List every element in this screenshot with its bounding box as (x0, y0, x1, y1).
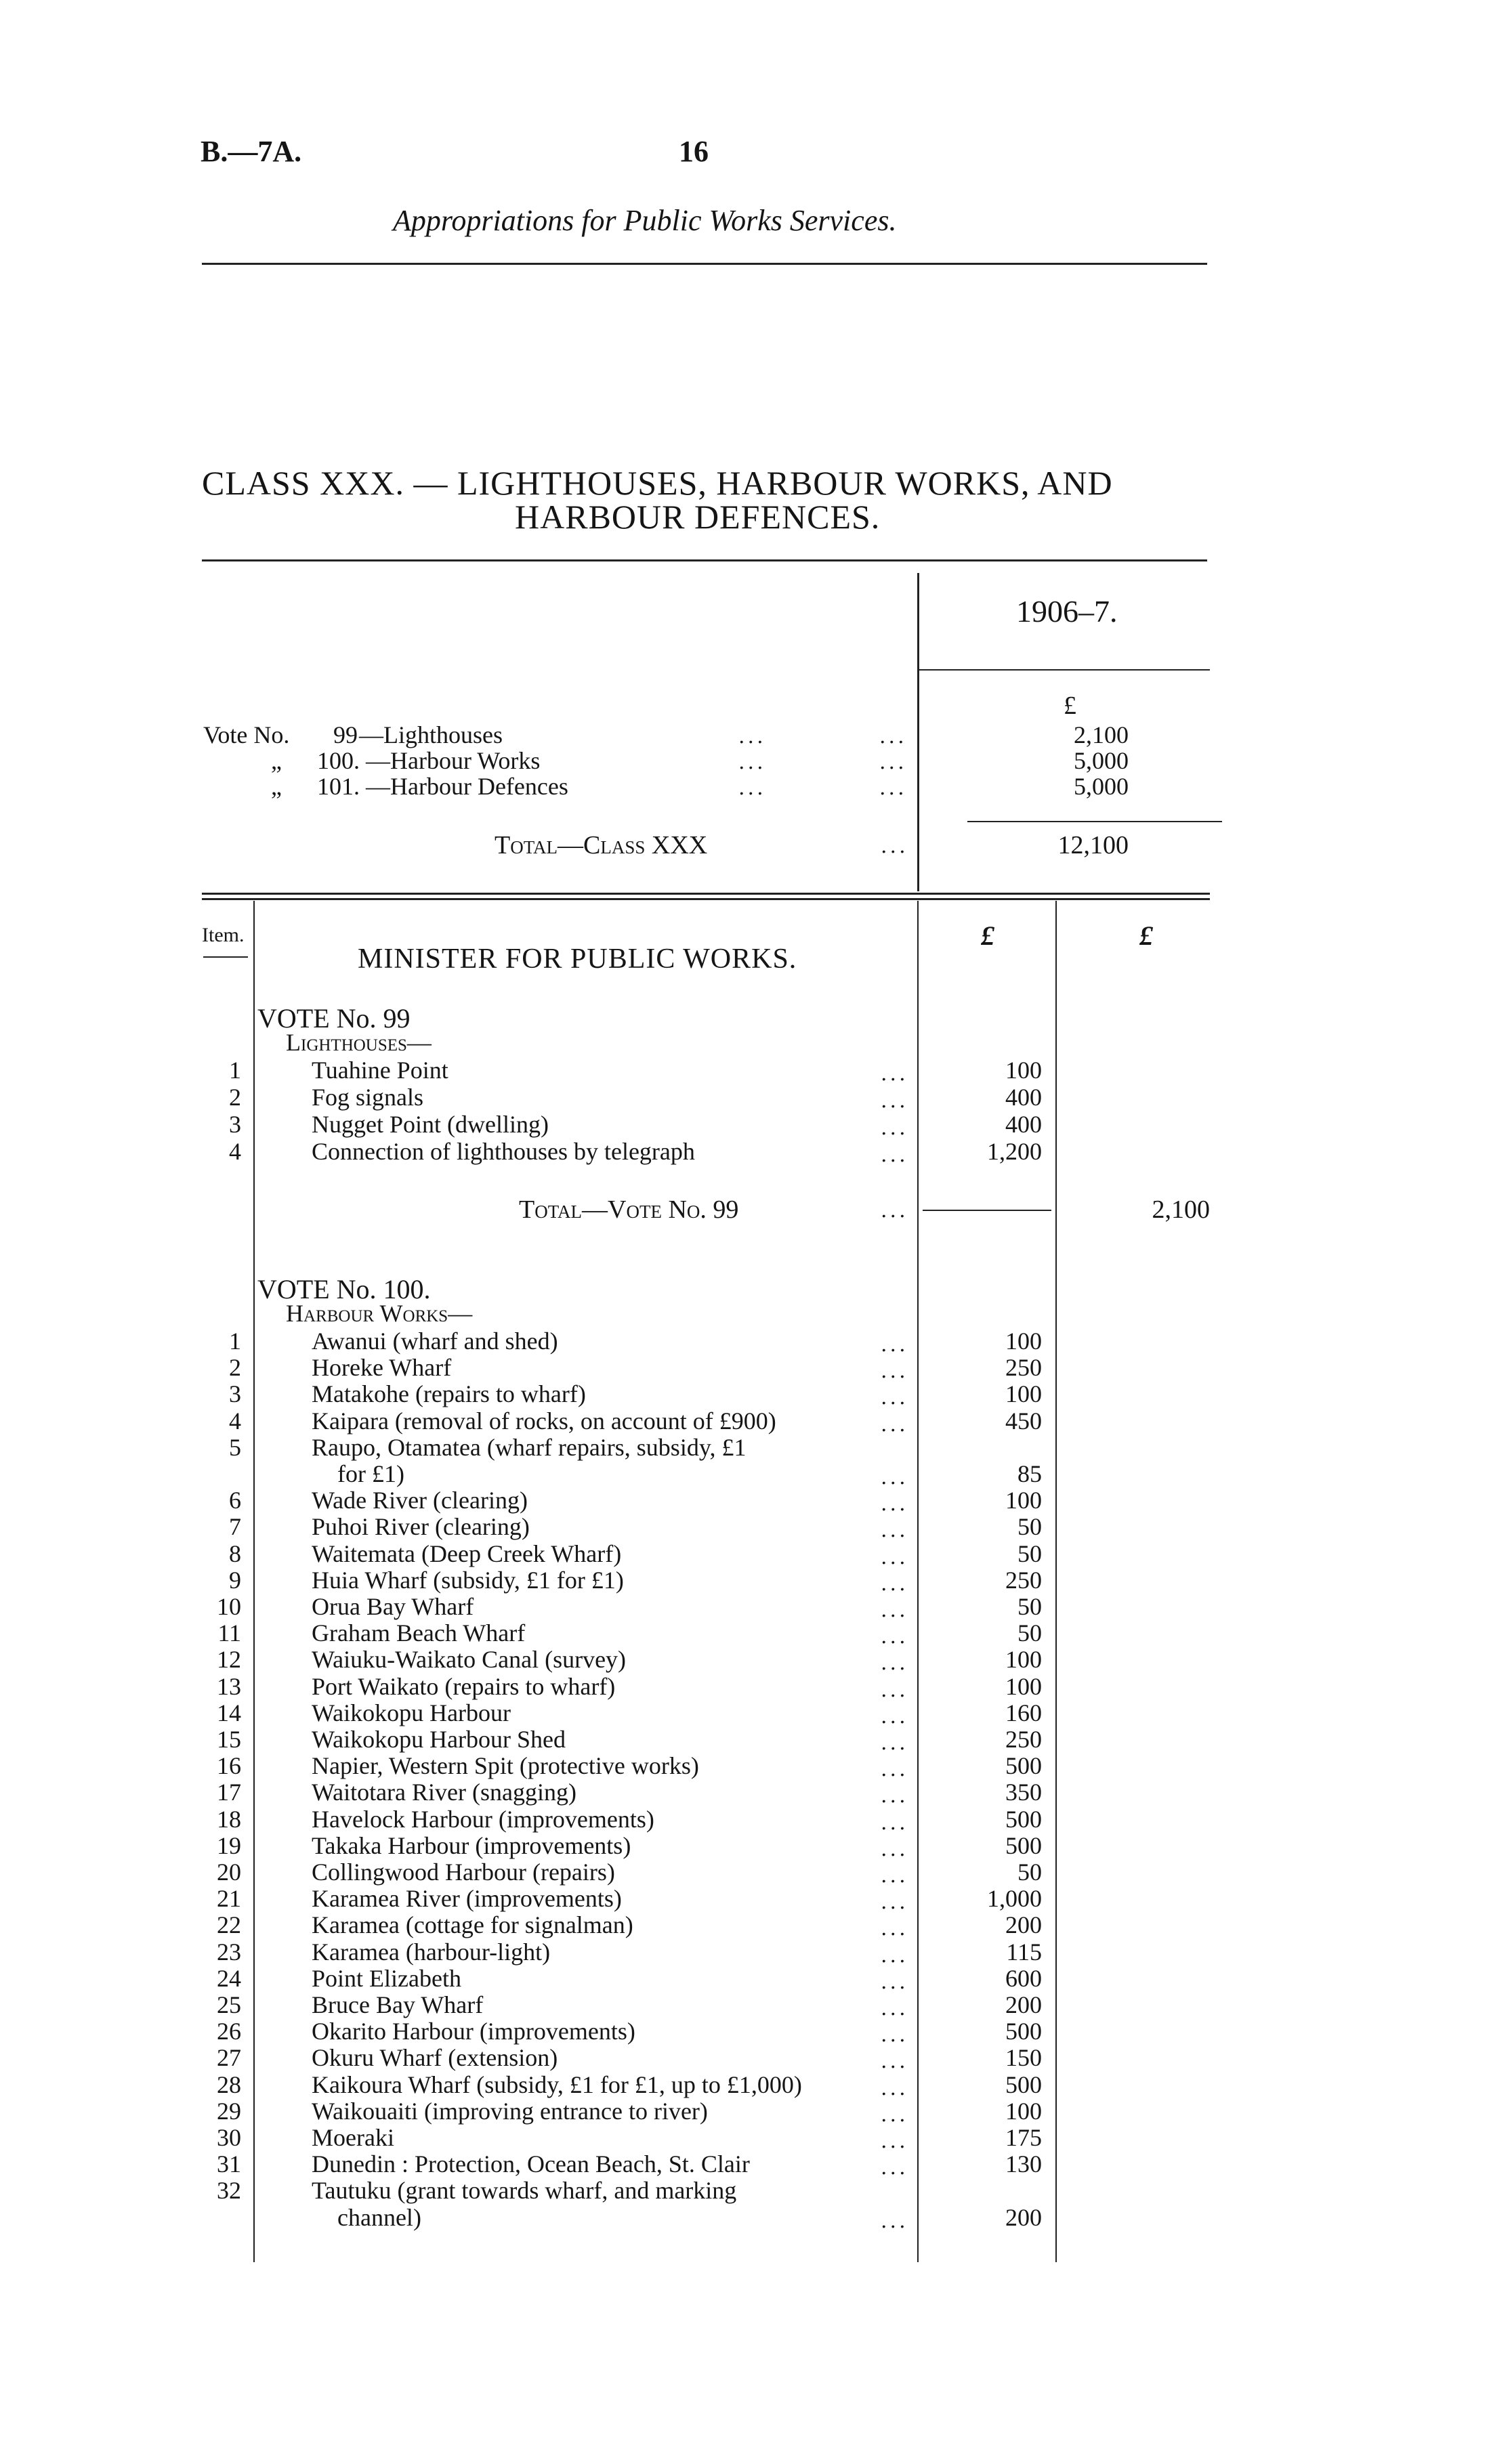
item-number: 15 (217, 1726, 241, 1753)
item-description: Point Elizabeth (312, 1964, 461, 1992)
item-amount: 1,000 (987, 1885, 1042, 1913)
vote100-subheading: Harbour Works— (286, 1300, 473, 1327)
item-description: Okarito Harbour (improvements) (312, 2018, 635, 2045)
item-amount: 130 (1005, 2150, 1042, 2178)
item-leader: ... (881, 1890, 908, 1915)
item-description: Karamea (harbour-light) (312, 1938, 551, 1966)
item-leader: ... (881, 1997, 908, 2020)
class-title-line2: HARBOUR DEFENCES. (515, 498, 881, 536)
item-leader: ... (881, 1598, 908, 1622)
item-leader: ... (881, 1864, 908, 1888)
item-leader: ... (881, 1758, 908, 1782)
item-amount: 200 (1005, 1911, 1042, 1939)
summary-vote-leader: ... (738, 725, 766, 748)
item-description: Dunedin : Protection, Ocean Beach, St. Clair (312, 2150, 750, 2178)
vote99-sum-rule (923, 1210, 1051, 1211)
vote99-total-leader: ... (881, 1199, 908, 1223)
item-leader: ... (881, 1492, 908, 1516)
item-amount: 500 (1005, 1805, 1042, 1833)
item-description: Graham Beach Wharf (312, 1619, 526, 1647)
item-leader: ... (881, 1784, 908, 1808)
item-amount: 600 (1005, 1964, 1042, 1992)
summary-column-divider (917, 573, 919, 891)
item-number: 1 (229, 1327, 241, 1355)
summary-vote-name: —Lighthouses (359, 721, 503, 748)
item-leader: ... (881, 1625, 908, 1649)
description-column-divider (917, 901, 919, 2262)
document-reference: B.—7A. (201, 135, 302, 168)
summary-vote-name: —Harbour Works (366, 747, 541, 774)
item-amount: 85 (1017, 1460, 1042, 1487)
item-amount: 50 (1017, 1513, 1042, 1541)
summary-vote-number: 101. (317, 773, 360, 800)
item-description: Waitotara River (snagging) (312, 1779, 576, 1806)
summary-top-rule (202, 559, 1207, 561)
summary-vote-amount: 5,000 (1074, 773, 1129, 800)
vote99-subheading: Lighthouses— (286, 1029, 432, 1056)
item-description: Connection of lighthouses by telegraph (312, 1138, 695, 1165)
item-number: 24 (217, 1964, 241, 1992)
item-leader: ... (881, 1333, 908, 1357)
item-leader: ... (881, 2049, 908, 2074)
item-amount: 500 (1005, 1752, 1042, 1780)
item-number: 11 (217, 1619, 241, 1647)
page-number: 16 (679, 135, 709, 168)
minister-heading: MINISTER FOR PUBLIC WORKS. (358, 943, 797, 975)
item-leader: ... (881, 1386, 908, 1410)
summary-vote-leader: ... (879, 750, 907, 774)
item-description-continued: channel) (337, 2203, 421, 2231)
summary-year-heading: 1906–7. (1016, 594, 1118, 629)
item-description: Napier, Western Spit (protective works) (312, 1752, 699, 1780)
summary-vote-leader: ... (879, 776, 907, 800)
item-column-header: Item. (202, 924, 245, 946)
summary-vote-number: 100. (317, 747, 360, 774)
item-description: Karamea (cottage for signalman) (312, 1911, 633, 1939)
item-leader: ... (881, 1970, 908, 1994)
item-leader: ... (881, 1116, 908, 1140)
summary-vote-amount: 5,000 (1074, 747, 1129, 774)
amount-column-divider (1055, 901, 1057, 2262)
item-description: Kaikoura Wharf (subsidy, £1 for £1, up to £1,000) (312, 2070, 802, 2098)
item-leader: ... (881, 2209, 908, 2233)
item-number: 2 (229, 1084, 241, 1111)
summary-total-leader: ... (881, 834, 908, 858)
item-amount: 100 (1005, 1057, 1042, 1084)
item-description: Puhoi River (clearing) (312, 1513, 530, 1541)
item-amount: 160 (1005, 1699, 1042, 1726)
amount-column-currency: £ (981, 920, 994, 951)
summary-bottom-rule-2 (202, 898, 1210, 900)
item-amount: 250 (1005, 1726, 1042, 1753)
summary-total-amount: 12,100 (1057, 831, 1129, 859)
item-amount: 50 (1017, 1539, 1042, 1567)
summary-currency: £ (1064, 692, 1076, 720)
item-number: 5 (229, 1433, 241, 1461)
item-header-rule (203, 956, 248, 958)
item-number: 16 (217, 1752, 241, 1780)
page-subtitle: Appropriations for Public Works Services. (393, 204, 897, 237)
item-amount: 150 (1005, 2044, 1042, 2072)
item-description: Karamea River (improvements) (312, 1885, 622, 1913)
vote99-total-label: Total—Vote No. 99 (519, 1195, 739, 1224)
item-description: Waiuku-Waikato Canal (survey) (312, 1646, 627, 1674)
item-leader: ... (881, 2129, 908, 2153)
item-amount: 100 (1005, 1672, 1042, 1700)
item-description: Horeke Wharf (312, 1354, 452, 1382)
item-number: 12 (217, 1646, 241, 1674)
item-leader: ... (881, 1571, 908, 1596)
item-description: Okuru Wharf (extension) (312, 2044, 558, 2072)
item-leader: ... (881, 1917, 908, 1941)
summary-bottom-rule (202, 893, 1210, 895)
item-number: 19 (217, 1831, 241, 1859)
item-description: Waikokopu Harbour (312, 1699, 511, 1726)
item-number: 3 (229, 1380, 241, 1408)
item-description: Awanui (wharf and shed) (312, 1327, 558, 1355)
item-number: 18 (217, 1805, 241, 1833)
item-number: 20 (217, 1858, 241, 1886)
summary-vote-leader: ... (738, 750, 766, 774)
item-leader: ... (881, 1518, 908, 1543)
summary-vote-label: „ (271, 773, 282, 800)
item-number: 4 (229, 1138, 241, 1165)
item-number: 25 (217, 1991, 241, 2018)
item-leader: ... (881, 1837, 908, 1861)
item-description: Waikokopu Harbour Shed (312, 1726, 566, 1753)
item-amount: 250 (1005, 1354, 1042, 1382)
summary-vote-amount: 2,100 (1074, 721, 1129, 748)
item-description: Collingwood Harbour (repairs) (312, 1858, 615, 1886)
item-number: 1 (229, 1057, 241, 1084)
item-amount: 500 (1005, 1831, 1042, 1859)
item-number: 23 (217, 1938, 241, 1966)
item-leader: ... (881, 1466, 908, 1489)
item-leader: ... (881, 2102, 908, 2127)
item-description: Takaka Harbour (improvements) (312, 1831, 631, 1859)
item-amount: 500 (1005, 2070, 1042, 2098)
item-number: 27 (217, 2044, 241, 2072)
item-amount: 115 (1006, 1938, 1042, 1966)
item-amount: 175 (1005, 2124, 1042, 2151)
item-amount: 100 (1005, 1487, 1042, 1514)
item-description: Moeraki (312, 2124, 394, 2151)
item-description: Bruce Bay Wharf (312, 1991, 484, 2018)
summary-vote-number: 99 (333, 721, 358, 748)
item-number: 14 (217, 1699, 241, 1726)
item-leader: ... (881, 1089, 908, 1113)
item-number: 28 (217, 2070, 241, 2098)
item-leader: ... (881, 2023, 908, 2047)
item-leader: ... (881, 1359, 908, 1384)
item-amount: 200 (1005, 1991, 1042, 2018)
item-description-continued: for £1) (337, 1460, 404, 1487)
item-number: 10 (217, 1593, 241, 1620)
item-amount: 1,200 (987, 1138, 1042, 1165)
item-column-divider (253, 901, 255, 2262)
vote100-heading: VOTE No. 100. (257, 1274, 431, 1304)
item-description: Port Waikato (repairs to wharf) (312, 1672, 616, 1700)
item-number: 22 (217, 1911, 241, 1939)
item-description: Matakohe (repairs to wharf) (312, 1380, 586, 1408)
item-number: 32 (217, 2177, 241, 2205)
item-number: 4 (229, 1407, 241, 1435)
summary-vote-label: Vote No. (203, 721, 290, 748)
item-leader: ... (881, 1143, 908, 1167)
summary-vote-label: „ (271, 747, 282, 774)
item-number: 6 (229, 1487, 241, 1514)
item-description: Waitemata (Deep Creek Wharf) (312, 1539, 622, 1567)
item-number: 7 (229, 1513, 241, 1541)
item-description: Waikouaiti (improving entrance to river) (312, 2097, 708, 2125)
item-number: 17 (217, 1779, 241, 1806)
item-number: 9 (229, 1566, 241, 1594)
item-description: Tautuku (grant towards wharf, and marking (312, 2177, 737, 2205)
item-description: Huia Wharf (subsidy, £1 for £1) (312, 1566, 624, 1594)
item-leader: ... (881, 1545, 908, 1569)
item-description: Kaipara (removal of rocks, on account of £900) (312, 1407, 776, 1435)
item-number: 13 (217, 1672, 241, 1700)
summary-total-label: Total—Class XXX (495, 831, 708, 859)
item-description: Havelock Harbour (improvements) (312, 1805, 654, 1833)
item-leader: ... (881, 1731, 908, 1755)
item-amount: 100 (1005, 1327, 1042, 1355)
summary-sum-rule (967, 821, 1222, 822)
item-leader: ... (881, 2076, 908, 2100)
summary-vote-leader: ... (879, 725, 907, 748)
item-leader: ... (881, 1704, 908, 1728)
item-leader: ... (881, 1062, 908, 1086)
item-description: Nugget Point (dwelling) (312, 1111, 549, 1138)
item-description: Wade River (clearing) (312, 1487, 528, 1514)
item-description: Fog signals (312, 1084, 424, 1111)
item-leader: ... (881, 1651, 908, 1676)
item-number: 31 (217, 2150, 241, 2178)
total-column-currency: £ (1139, 920, 1153, 951)
item-amount: 100 (1005, 1646, 1042, 1674)
item-number: 29 (217, 2097, 241, 2125)
summary-vote-name: —Harbour Defences (366, 773, 568, 800)
item-leader: ... (881, 2156, 908, 2180)
item-amount: 450 (1005, 1407, 1042, 1435)
item-description: Orua Bay Wharf (312, 1593, 474, 1620)
item-amount: 400 (1005, 1111, 1042, 1138)
summary-vote-leader: ... (738, 776, 766, 800)
item-number: 26 (217, 2018, 241, 2045)
item-amount: 50 (1017, 1619, 1042, 1647)
item-amount: 500 (1005, 2018, 1042, 2045)
item-number: 3 (229, 1111, 241, 1138)
item-amount: 50 (1017, 1593, 1042, 1620)
item-number: 30 (217, 2124, 241, 2151)
item-leader: ... (881, 1412, 908, 1437)
header-rule (202, 263, 1207, 265)
item-description: Tuahine Point (312, 1057, 448, 1084)
item-amount: 200 (1005, 2203, 1042, 2231)
item-amount: 400 (1005, 1084, 1042, 1111)
vote99-heading: VOTE No. 99 (257, 1003, 411, 1034)
item-leader: ... (881, 1810, 908, 1835)
item-amount: 350 (1005, 1779, 1042, 1806)
item-amount: 250 (1005, 1566, 1042, 1594)
item-number: 8 (229, 1539, 241, 1567)
item-number: 21 (217, 1885, 241, 1913)
summary-year-rule (919, 669, 1210, 671)
item-amount: 50 (1017, 1858, 1042, 1886)
item-amount: 100 (1005, 2097, 1042, 2125)
item-leader: ... (881, 1678, 908, 1702)
item-description: Raupo, Otamatea (wharf repairs, subsidy, £1 (312, 1433, 747, 1461)
item-number: 2 (229, 1354, 241, 1382)
vote99-total-amount: 2,100 (1152, 1195, 1210, 1224)
class-title-line1: CLASS XXX. — LIGHTHOUSES, HARBOUR WORKS, AND (202, 464, 1113, 502)
item-amount: 100 (1005, 1380, 1042, 1408)
item-leader: ... (881, 1943, 908, 1968)
